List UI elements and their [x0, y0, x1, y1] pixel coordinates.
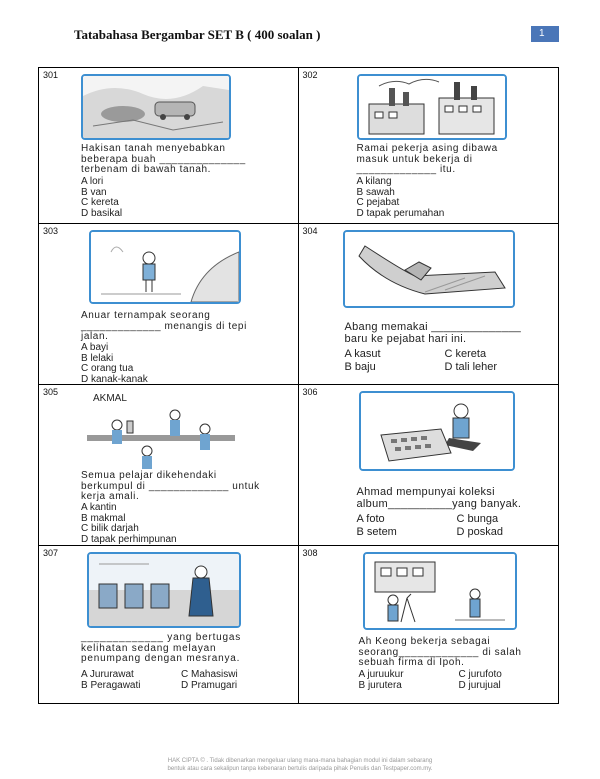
- option-b[interactable]: B lelaki: [81, 352, 114, 364]
- question-line: Ramai pekerja asing dibawa: [356, 143, 498, 154]
- question-number: 307: [43, 548, 59, 558]
- question-line: album__________yang banyak.: [356, 498, 522, 510]
- option-c[interactable]: C Mahasiswi: [181, 669, 238, 680]
- question-304: [299, 224, 559, 385]
- question-grid: [38, 67, 559, 704]
- option-b[interactable]: B baju: [344, 360, 376, 373]
- question-line: Abang memakai ______________: [344, 321, 522, 333]
- footer-line: HAK CIPTA © . Tidak dibenarkan mengeluar ulang mana-mana bahagian modul ini dalam sebarang: [167, 758, 433, 764]
- question-line: Hakisan tanah menyebabkan: [81, 143, 226, 154]
- question-line: Semua pelajar dikehendaki: [81, 470, 217, 481]
- options: [357, 513, 559, 538]
- options: [357, 177, 559, 219]
- option-d[interactable]: D tapak perhimpunan: [81, 533, 177, 545]
- question-line: penumpang dengan mesranya.: [81, 653, 241, 664]
- option-c[interactable]: C pejabat: [356, 197, 400, 208]
- options: [81, 343, 291, 385]
- option-c[interactable]: C jurufoto: [458, 669, 502, 680]
- option-b[interactable]: B makmal: [81, 512, 126, 524]
- stamp-collection-illustration: [359, 391, 515, 471]
- option-b[interactable]: B van: [81, 186, 107, 198]
- option-a[interactable]: A kasut: [344, 348, 381, 360]
- footer-line: bentuk atau cara sekalipun tanpa kebenaran bertulis daripada pihak Penulis dan Testpaper.com.my.: [167, 766, 433, 772]
- makmal-sign: AKMAL: [93, 393, 127, 404]
- question-line: beberapa buah ______________: [81, 153, 246, 165]
- option-d[interactable]: D kanak-kanak: [81, 373, 148, 385]
- question-line: Anuar ternampak seorang: [81, 310, 211, 321]
- factory-drawing: [359, 76, 505, 138]
- question-306: [299, 385, 559, 546]
- question-line: baru ke pejabat hari ini.: [344, 333, 467, 345]
- option-a[interactable]: A bayi: [81, 342, 109, 353]
- surveyor-illustration: [363, 552, 517, 630]
- option-b[interactable]: B sawah: [356, 186, 395, 198]
- option-d[interactable]: D jurujual: [458, 679, 501, 691]
- necktie-drawing: [345, 232, 513, 306]
- question-line: sebuah firma di Ipoh.: [358, 657, 465, 668]
- question-308: [299, 546, 559, 703]
- question-number: 302: [302, 70, 318, 80]
- option-a[interactable]: A Jururawat: [81, 669, 134, 680]
- factory-illustration: [357, 74, 507, 140]
- flight-attendant-illustration: [87, 552, 241, 628]
- options: [81, 503, 291, 545]
- question-line: _____________ menangis di tepi: [81, 320, 247, 332]
- option-d[interactable]: D tali leher: [444, 360, 498, 373]
- question-line: Ahmad mempunyai koleksi: [356, 486, 495, 498]
- question-text: [357, 486, 559, 510]
- question-307: [39, 546, 299, 703]
- question-number: 306: [302, 387, 318, 397]
- option-a[interactable]: A juruukur: [358, 669, 404, 680]
- question-line: _____________ yang bertugas: [81, 632, 242, 643]
- option-d[interactable]: D tapak perumahan: [356, 207, 445, 219]
- question-305: [39, 385, 299, 546]
- question-line: kelihatan sedang melayan: [81, 642, 217, 654]
- question-text: [81, 471, 291, 503]
- question-text: [359, 637, 559, 669]
- option-b[interactable]: B Peragawati: [81, 679, 141, 691]
- question-line: terbenam di bawah tanah.: [81, 164, 212, 175]
- necktie-illustration: [343, 230, 515, 308]
- options: [81, 670, 291, 691]
- question-number: 301: [43, 70, 59, 80]
- copyright-footer: [0, 757, 600, 773]
- stamp-album-drawing: [361, 393, 513, 469]
- landslide-drawing: [83, 76, 229, 138]
- question-line: berkumpul di _____________ untuk: [81, 480, 260, 492]
- question-line: masuk untuk bekerja di: [356, 153, 473, 165]
- option-c[interactable]: C orang tua: [81, 363, 134, 374]
- options: [359, 670, 559, 691]
- question-text: [81, 144, 291, 176]
- option-c[interactable]: C kereta: [81, 197, 119, 208]
- option-d[interactable]: D poskad: [456, 525, 503, 538]
- crying-child-illustration: [89, 230, 241, 304]
- option-a[interactable]: A lori: [81, 176, 104, 187]
- question-number: 304: [302, 226, 318, 236]
- option-c[interactable]: C bilik darjah: [81, 523, 139, 534]
- question-text: [357, 144, 559, 176]
- options: [345, 348, 555, 373]
- option-c[interactable]: C bunga: [456, 513, 499, 525]
- option-d[interactable]: D basikal: [81, 207, 123, 219]
- laboratory-drawing: [87, 391, 235, 469]
- option-a[interactable]: A foto: [356, 513, 385, 525]
- option-a[interactable]: A kantin: [81, 502, 117, 513]
- question-line: kerja amali.: [81, 491, 140, 502]
- laboratory-illustration: [87, 391, 235, 469]
- page-title: Tatabahasa Bergambar SET B ( 400 soalan ): [74, 27, 321, 42]
- question-number: 305: [43, 387, 59, 397]
- question-number: 308: [302, 548, 318, 558]
- landslide-illustration: [81, 74, 231, 140]
- survey-site-drawing: [365, 554, 515, 628]
- page-number-badge: 1: [531, 26, 559, 42]
- question-line: Ah Keong bekerja sebagai: [358, 636, 491, 647]
- question-text: [81, 311, 291, 343]
- airplane-cabin-drawing: [89, 554, 239, 626]
- question-number: 303: [43, 226, 59, 236]
- question-301: [39, 68, 299, 224]
- option-c[interactable]: C kereta: [444, 348, 487, 360]
- question-302: [299, 68, 559, 224]
- question-303: [39, 224, 299, 385]
- option-b[interactable]: B setem: [356, 525, 397, 538]
- question-line: seorang_____________ di salah: [358, 646, 522, 658]
- question-line: jalan.: [81, 331, 109, 342]
- roadside-drawing: [91, 232, 239, 302]
- question-text: [81, 633, 291, 665]
- option-d[interactable]: D Pramugari: [181, 679, 238, 691]
- question-text: [345, 321, 555, 345]
- option-a[interactable]: A kilang: [356, 176, 392, 187]
- question-line: _____________ itu.: [356, 164, 456, 175]
- option-b[interactable]: B jurutera: [358, 679, 402, 691]
- options: [81, 177, 291, 219]
